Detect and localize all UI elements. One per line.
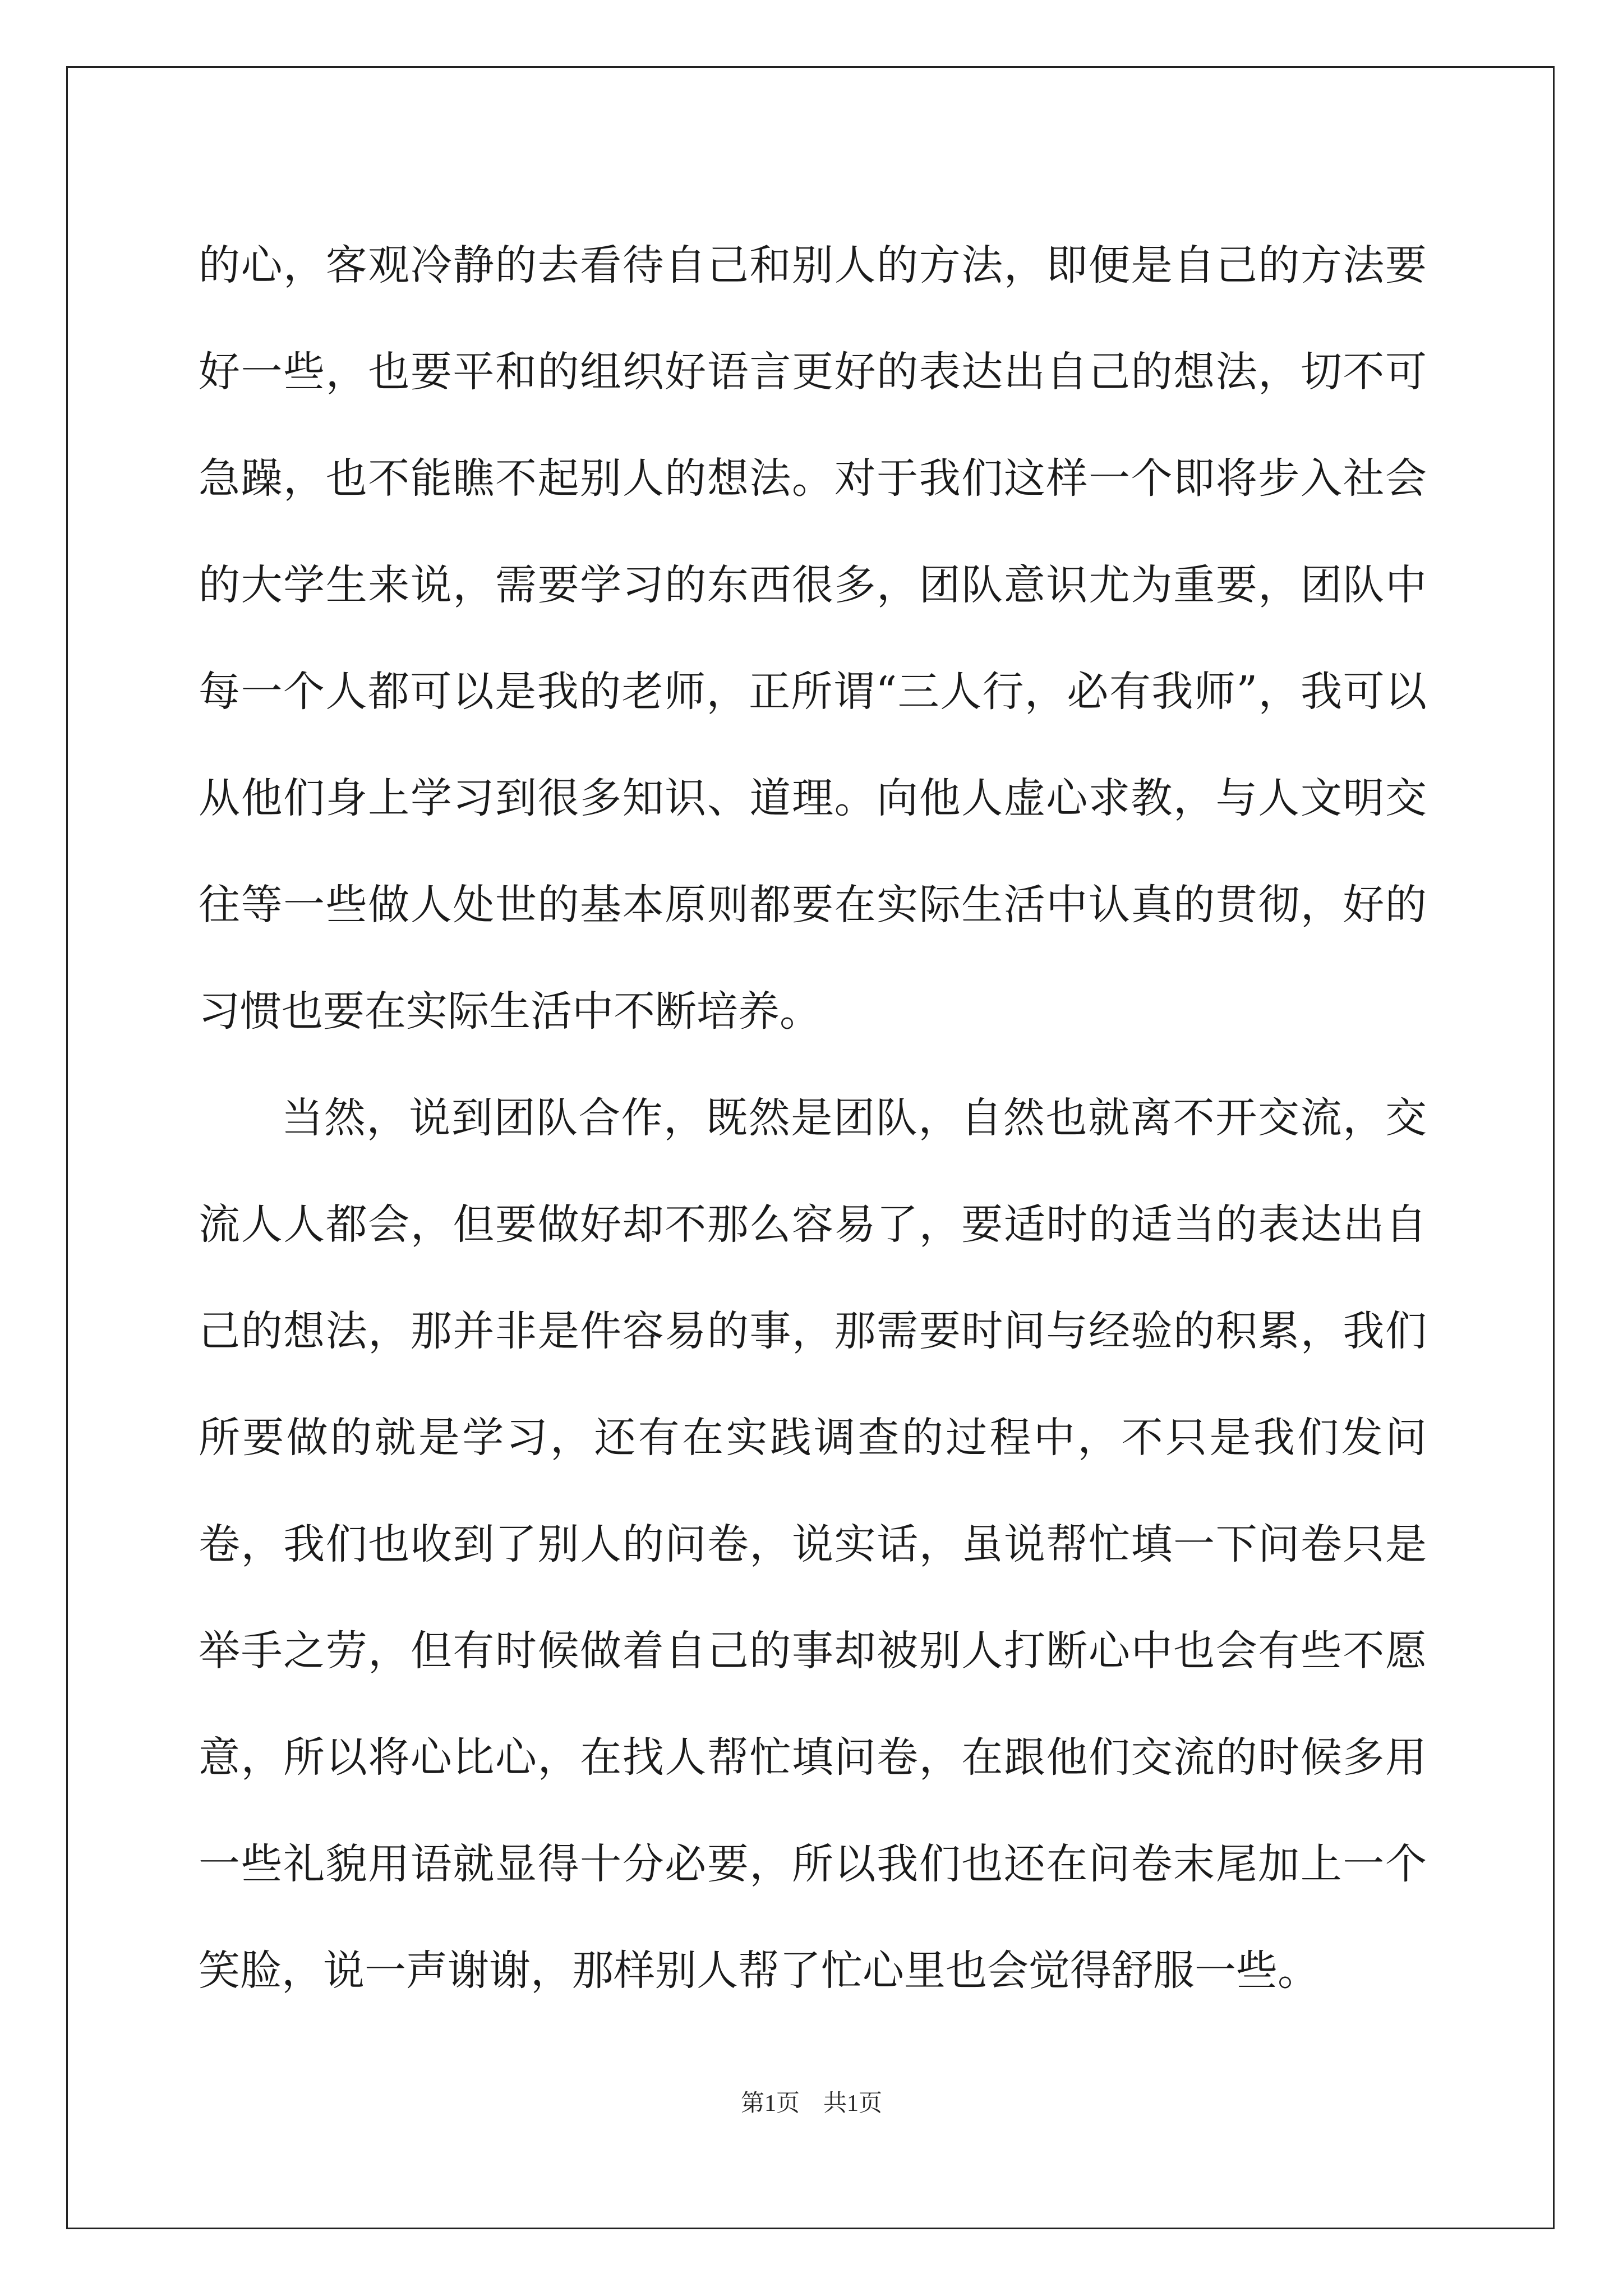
paragraph-1: 的心，客观冷静的去看待自己和别人的方法，即便是自己的方法要好一些，也要平和的组织好语言更好的表达出自己的想法，切不可急躁，也不能瞧不起别人的想法。对于我们这样一个即将步入社会的大学生来说，需要学习的东西很多，团队意识尤为重要，团队中每一个人都可以是我的老师，正所谓“三人行，必有我师”，我可以从他们身上学习到很多知识、道理。向他人虚心求教，与人文明交往等一些做人处世的基本原则都要在实际生活中认真的贯彻，好的习惯也要在实际生活中不断培养。 xyxy=(199,241,1427,1036)
paragraph-2: 当然，说到团队合作，既然是团队，自然也就离不开交流，交流人人都会，但要做好却不那么容易了，要适时的适当的表达出自己的想法，那并非是件容易的事，那需要时间与经验的积累，我们所要做的就是学习，还有在实践调查的过程中，不只是我们发问卷，我们也收到了别人的问卷，说实话，虽说帮忙填一下问卷只是举手之劳，但有时候做着自己的事却被别人打断心中也会有些不愿意，所以将心比心，在找人帮忙填问卷，在跟他们交流的时候多用一些礼貌用语就显得十分必要，所以我们也还在问卷末尾加上一个笑脸，说一声谢谢，那样别人帮了忙心里也会觉得舒服一些。 xyxy=(199,1094,1427,1995)
page-number-footer: 第1页 共1页 xyxy=(740,2091,882,2116)
document-body xyxy=(199,212,1427,2024)
